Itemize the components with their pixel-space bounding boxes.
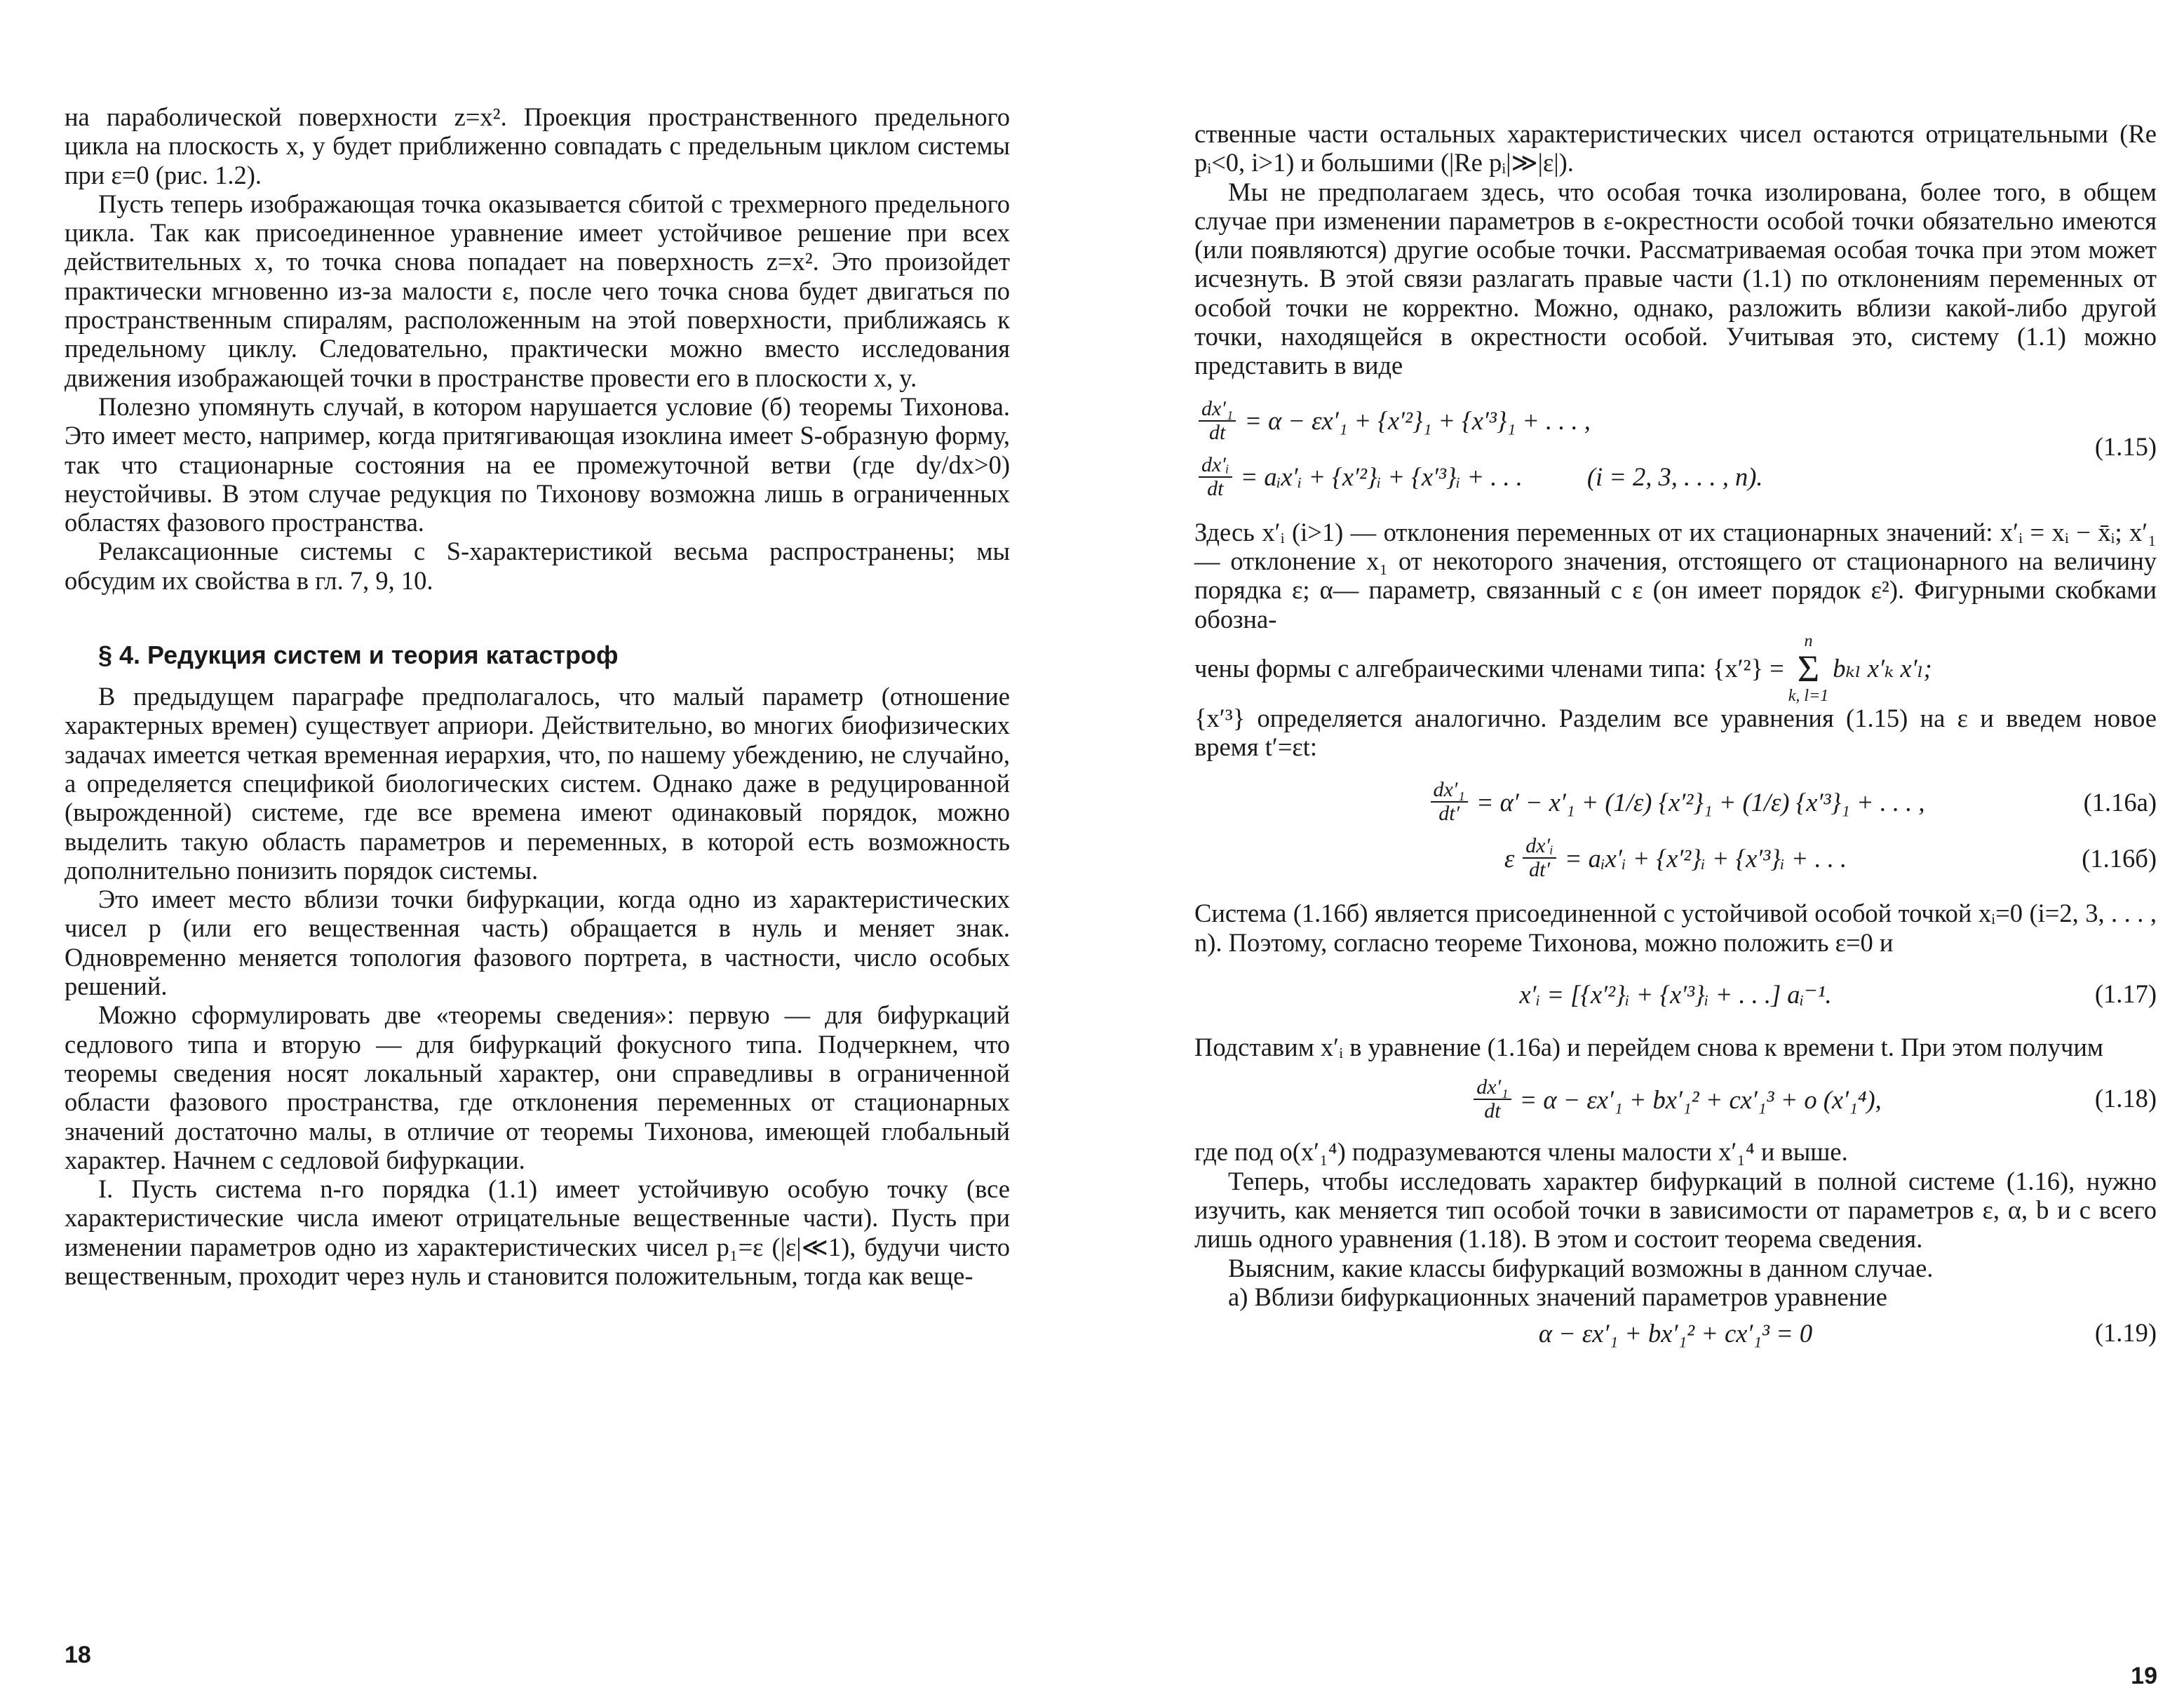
paragraph: Система (1.16б) является присоединенной с устойчивой особой точкой xᵢ=0 (i=2, 3, . . . , n). Поэтому, согласно теореме Тихонова, можно положить ε=0 и	[1194, 899, 2157, 957]
equation-line: ε $\frac{\text{dx′ᵢ}}{dt'}$ = aᵢx′ᵢ + {x′²}ᵢ + {x′³}ᵢ + . . . (1.16б)	[1504, 834, 2157, 882]
equation-number: (1.17)	[2094, 979, 2157, 1009]
left-text-column	[65, 102, 1010, 1290]
inline-sum-line: чены формы с алгебраическими членами типа: {x′²} = n Σ k, l=1 bₖₗ x′ₖ x′ₗ;	[1194, 631, 1932, 705]
paragraph: Можно сформулировать две «теоремы сведения»: первую — для бифуркаций седлового типа и вторую — для бифуркаций фокусного типа. Подчеркнем, что теоремы сведения носят локальный характер, они справедливы в ограниченной области фазового пространства, где отклонения переменных от стационарных значений достаточно малы, в отличие от теоремы Тихонова, имеющей глобальный характер. Начнем с седловой бифуркации.	[65, 1000, 1010, 1174]
paragraph: Теперь, чтобы исследовать характер бифуркаций в полной системе (1.16), нужно изучить, как меняется тип особой точки в зависимости от параметров ε, α, b и c всего лишь одного уравнения (1.18). В этом и состоит теорема сведения.	[1194, 1166, 2157, 1254]
equation-1-15	[1194, 393, 2157, 505]
equation-line: $\frac{\text{dx′ᵢ}}{dt}$ = aᵢx′ᵢ + {x′²}ᵢ + {x′³}ᵢ + . . . (i = 2, 3, . . . , n).	[1194, 449, 2157, 505]
paragraph: В предыдущем параграфе предполагалось, что малый параметр (отношение характерных времен) существует априори. Действительно, во многих биофизических задачах имеется четкая временная иерархия, что, по нашему убеждению, не случайно, а определяется спецификой биологических систем. Однако даже в редуцированной (вырожденной) системе, где все времена имеют одинаковый порядок, можно выделить такую область параметров и переменных, в которой есть возможность дополнительно понизить порядок системы.	[65, 682, 1010, 885]
paragraph: Релаксационные системы с S-характеристикой весьма распространены; мы обсудим их свойства в гл. 7, 9, 10.	[65, 537, 1010, 595]
paragraph: Подставим x′ᵢ в уравнение (1.16а) и перейдем снова к времени t. При этом получим	[1194, 1033, 2103, 1062]
paragraph: Мы не предполагаем здесь, что особая точка изолирована, более того, в общем случае при изменении параметров в ε-окрестности особой точки обязательно имеются (или появляются) другие особые точки. Рассматриваемая особая точка при этом может исчезнуть. В этой связи разлагать правые части (1.1) по отклонениям переменных от особой точки не корректно. Можно, однако, разложить вблизи какой-либо другой точки, находящейся в окрестности особой. Учитывая это, систему (1.1) можно представить в виде	[1194, 177, 2157, 380]
equation-number: (1.19)	[2094, 1318, 2157, 1348]
equation-number: (1.15)	[2094, 431, 2157, 461]
fraction: $\frac{\text{dx′₁}}{dt'}$	[1431, 779, 1468, 825]
paragraph: а) Вблизи бифуркационных значений параметров уравнение	[1228, 1282, 1887, 1311]
fraction: $\frac{\text{dx′₁}}{dt}$	[1474, 1076, 1511, 1122]
fraction: $\frac{\text{dx′₁}}{dt}$	[1199, 398, 1236, 444]
equation-1-17: x′ᵢ = [{x′²}ᵢ + {x′³}ᵢ + . . .] aᵢ⁻¹. (1.17)	[1519, 979, 2157, 1010]
paragraph: на параболической поверхности z=x². Проекция пространственного предельного цикла на плоскость x, y будет приближенно совпадать с предельным циклом системы при ε=0 (рис. 1.2).	[65, 102, 1010, 189]
paragraph: I. Пусть система n-го порядка (1.1) имеет устойчивую особую точку (все характеристические числа имеют отрицательные вещественные части). Пусть при изменении параметров одно из характеристических чисел p₁=ε (|ε|≪1), будучи чисто вещественным, проходит через нуль и становится положительным, тогда как веще-	[65, 1174, 1010, 1290]
equation-number: (1.18)	[2094, 1084, 2157, 1113]
paragraph: где под o(x′₁⁴) подразумеваются члены малости x′₁⁴ и выше.	[1194, 1137, 1848, 1167]
paragraph: Пусть теперь изображающая точка оказывается сбитой с трехмерного предельного цикла. Так как присоединенное уравнение имеет устойчивое решение при всех действительных x, то точка снова попадает на поверхность z=x². Это произойдет практически мгновенно из-за малости ε, после чего точка снова будет двигаться по пространственным спиралям, расположенным на этой поверхности, приближаясь к предельному циклу. Следовательно, практически можно вместо исследования движения изображающей точки в пространстве провести его в плоскости x, y.	[65, 189, 1010, 392]
section-heading: § 4. Редукция систем и теория катастроф	[98, 641, 619, 670]
right-page	[1092, 0, 2184, 1689]
fraction: $\frac{\text{dx′ᵢ}}{dt'}$	[1523, 835, 1556, 881]
summation: n Σ k, l=1	[1788, 631, 1829, 705]
equation-line: $\frac{\text{dx′₁}}{dt'}$ = α′ − x′₁ + (1/ε) {x′²}₁ + (1/ε) {x′³}₁ + . . . , (1.16а)	[1194, 774, 2157, 830]
equation-number: (1.16б)	[2082, 844, 2157, 873]
paragraph: Здесь x′ᵢ (i>1) — отклонения переменных от их стационарных значений: x′ᵢ = xᵢ − x̄ᵢ; x′₁ — отклонение x₁ от некоторого значения, отстоящего от стационарного на величину порядка ε; α— параметр, связанный с ε (он имеет порядок ε²). Фигурными скобками обозна-	[1194, 517, 2157, 633]
equation-number: (1.16а)	[2083, 788, 2157, 817]
equation-1-18: $\frac{\text{dx′₁}}{dt}$ = α − εx′₁ + bx′₁² + cx′₁³ + o (x′₁⁴), (1.18)	[1194, 1071, 2157, 1127]
right-text-column	[1194, 119, 2157, 1356]
left-page	[0, 0, 1092, 1689]
equation-1-19: α − εx′₁ + bx′₁² + cx′₁³ = 0 (1.19)	[1538, 1318, 2157, 1348]
fraction: $\frac{\text{dx′ᵢ}}{dt}$	[1199, 454, 1232, 500]
paragraph: ственные части остальных характеристических чисел остаются отрицательными (Re pᵢ<0, i>1) и большими (|Re pᵢ|≫|ε|).	[1194, 119, 2157, 177]
page-number: 19	[2131, 1663, 2157, 1689]
page-number: 18	[65, 1642, 91, 1668]
paragraph: Это имеет место вблизи точки бифуркации, когда одно из характеристических чисел p (или его вещественная часть) обращается в нуль и меняет знак. Одновременно меняется топология фазового портрета, в частности, число особых решений.	[65, 885, 1010, 1001]
paragraph: Полезно упомянуть случай, в котором нарушается условие (б) теоремы Тихонова. Это имеет место, например, когда притягивающая изоклина имеет S-образную форму, так что стационарные состояния на ее промежуточной ветви (где dy/dx>0) неустойчивы. В этом случае редукция по Тихонову возможна лишь в ограниченных областях фазового пространства.	[65, 391, 1010, 537]
paragraph: Выясним, какие классы бифуркаций возможны в данном случае.	[1228, 1253, 1934, 1282]
paragraph: {x′³} определяется аналогично. Разделим все уравнения (1.15) на ε и введем новое время t′=εt:	[1194, 703, 2157, 762]
equation-line: $\frac{\text{dx′₁}}{dt}$ = α − εx′₁ + {x′²}₁ + {x′³}₁ + . . . ,	[1194, 393, 2157, 449]
equation-1-16	[1194, 774, 2157, 886]
